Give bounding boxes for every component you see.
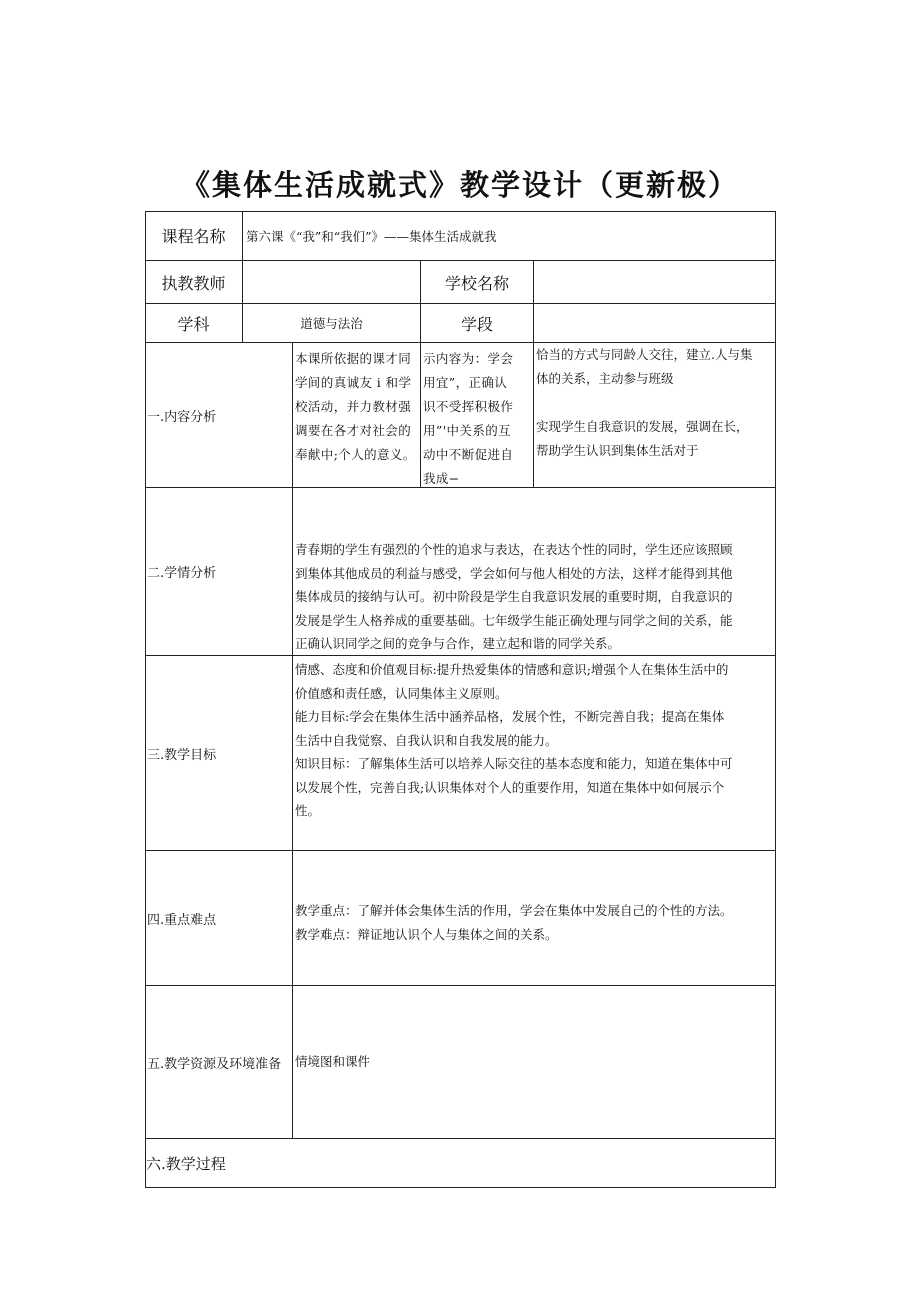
- text-line: 校活动，并力教材强: [295, 399, 412, 414]
- text-line: 生活中自我觉察、自我认识和自我发展的能力。: [295, 732, 558, 748]
- text-line: 本课所依据的课才同: [295, 351, 412, 366]
- content-analysis-label: 一.内容分析: [145, 342, 292, 487]
- learner-analysis-text: [292, 487, 776, 655]
- text-line: 青春期的学生有强烈的个性的追求与表达，在表达个性的同时，学生还应该照顾: [295, 542, 733, 557]
- school-name-label: 学校名称: [420, 260, 533, 303]
- text-line: 教学难点：辩证地认识个人与集体之间的关系。: [295, 926, 558, 942]
- objectives-label: 三.教学目标: [145, 655, 292, 850]
- text-line: 情感、态度和价值观目标:提升热爱集体的情感和意识;增强个人在集体生活中的: [295, 662, 729, 677]
- text-line: 教学重点：了解并体会集体生活的作用，学会在集体中发展自己的个性的方法。: [295, 903, 733, 918]
- learner-analysis-label: 二.学情分析: [145, 487, 292, 655]
- spacer: [536, 391, 776, 415]
- text-line: 性。: [295, 803, 321, 818]
- text-line: 识不受挥积极作: [423, 399, 514, 414]
- course-name-value: 第六课《“我”和“我们”》——集体生活成就我: [242, 211, 776, 260]
- key-points-label: 四.重点难点: [145, 850, 292, 985]
- text-line: 动中不断促进自: [423, 447, 514, 462]
- text-line: 知识目标：了解集体生活可以培养人际交往的基本态度和能力，知道在集体中可: [295, 756, 733, 771]
- text-line: 奉献中;个人的意义。: [295, 447, 416, 462]
- text-line: 价值感和责任感，认同集体主义原则。: [295, 685, 508, 701]
- content-analysis-col1: [292, 342, 420, 487]
- process-label: 六.教学过程: [145, 1138, 776, 1188]
- course-name-label: 课程名称: [161, 227, 226, 246]
- text-line: 帮助学生认识到集体生活对于: [536, 443, 699, 458]
- text-line: 实现学生自我意识的发展，强调在长，: [536, 419, 749, 434]
- school-name-value: [533, 260, 776, 303]
- objectives-text: [292, 655, 776, 850]
- resources-label: 五.教学资源及环境准备: [145, 985, 292, 1138]
- grade-label: 学段: [420, 303, 533, 342]
- resources-text: 情境图和课件: [292, 985, 776, 1138]
- text-line: 恰当的方式与同龄人交往，建立.人与集: [536, 347, 753, 362]
- teacher-value: [242, 260, 420, 303]
- text-line: 正确认识同学之间的竞争与合作，建立起和谐的同学关系。: [295, 636, 621, 651]
- text-line: 发展是学生人格养成的重要基础。七年级学生能正确处理与同学之间的关系，能: [295, 612, 733, 628]
- content-analysis-col2: [420, 342, 533, 487]
- key-points-text: [292, 850, 776, 985]
- text-line: 示内容为：学会: [423, 351, 514, 366]
- grade-value: [533, 303, 776, 342]
- text-line: 学间的真诚友 i 和学: [295, 375, 412, 390]
- teacher-label: 执教教师: [145, 260, 242, 303]
- content-analysis-col3: [533, 342, 776, 487]
- text-line: 调要在各才对社会的: [295, 423, 412, 438]
- text-line: 能力目标:学会在集体生活中涵养品格，发展个性，不断完善自我；提高在集体: [295, 709, 725, 724]
- text-line: 到集体其他成员的利益与感受，学会如何与他人相处的方法，这样才能得到其他: [295, 565, 733, 581]
- document-title: 《集体生活成就式》教学设计（更新极）: [180, 168, 739, 202]
- text-line: 以发展个性，完善自我;认识集体对个人的重要作用，知道在集体中如何展示个: [295, 779, 725, 795]
- text-line: 我成−: [423, 471, 460, 486]
- text-line: 用宜”，正确认: [423, 375, 508, 390]
- subject-value: 道德与法治: [242, 303, 420, 342]
- text-line: 用”'中关系的互: [423, 423, 512, 438]
- text-line: 集体成员的接纳与认可。初中阶段是学生自我意识发展的重要时期，自我意识的: [295, 589, 733, 604]
- text-line: 体的关系，主动参与班级: [536, 371, 674, 386]
- subject-label: 学科: [145, 303, 242, 342]
